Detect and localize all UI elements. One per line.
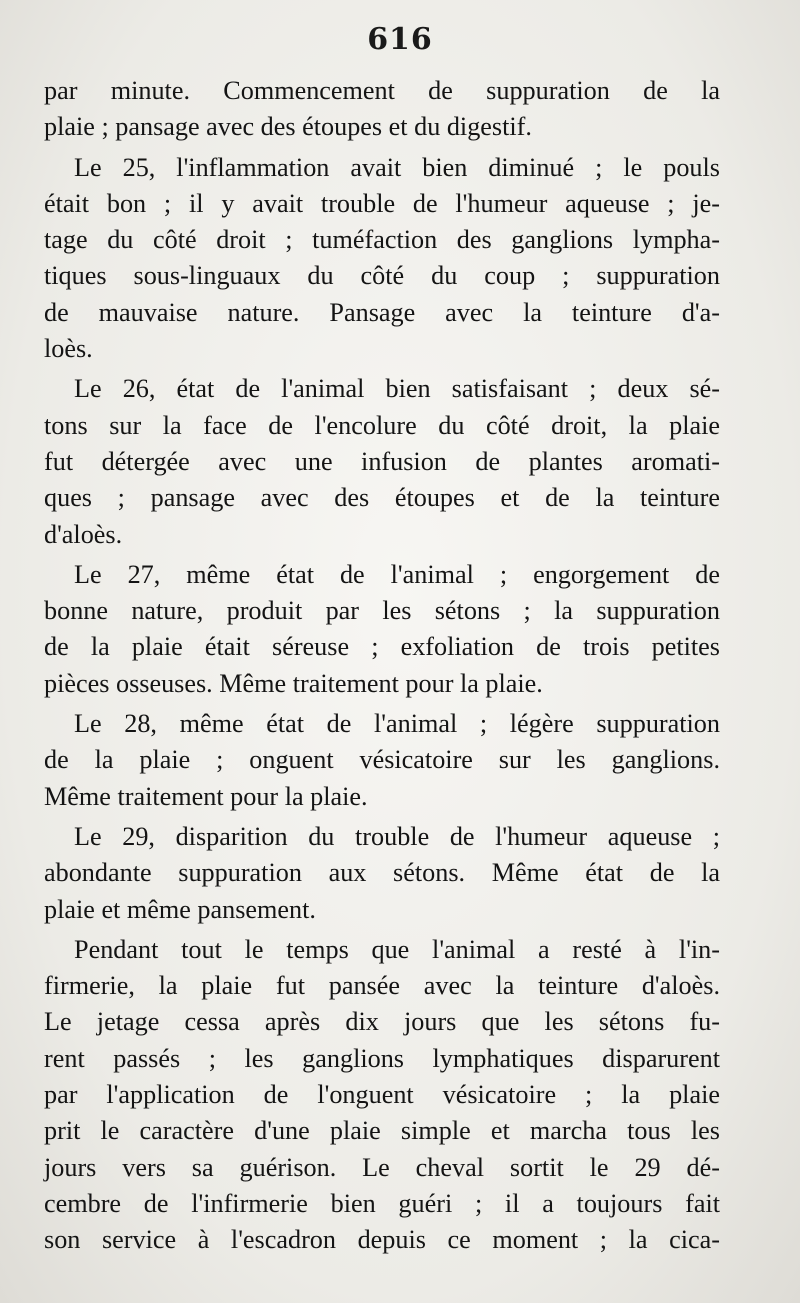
paragraph (44, 932, 720, 1259)
body-text (44, 73, 720, 1259)
text-line: cembre de l'infirmerie bien guéri ; il a toujours fait (44, 1188, 720, 1218)
text-line: loès. (44, 334, 93, 364)
text-line: tons sur la face de l'encolure du côté droit, la plaie (44, 410, 720, 440)
text-line: firmerie, la plaie fut pansée avec la teinture d'aloès. (44, 971, 720, 1001)
paragraph (44, 706, 720, 815)
page-number: 616 (367, 22, 433, 57)
text-line: de la plaie ; onguent vésicatoire sur les ganglions. (44, 745, 720, 775)
text-line: plaie ; pansage avec des étoupes et du digestif. (44, 112, 532, 142)
text-line: par minute. Commencement de suppuration de la (44, 76, 720, 105)
text-line: Le jetage cessa après dix jours que les sétons fu- (44, 1007, 720, 1037)
text-line: son service à l'escadron depuis ce moment ; la cica- (44, 1225, 720, 1255)
text-line: pièces osseuses. Même traitement pour la plaie. (44, 668, 543, 698)
text-line: Le 25, l'inflammation avait bien diminué ; le pouls (74, 152, 720, 182)
text-line: Même traitement pour la plaie. (44, 781, 368, 811)
paragraph (44, 371, 720, 552)
text-line: fut détergée avec une infusion de plantes aromati- (44, 446, 720, 476)
text-line: Le 29, disparition du trouble de l'humeur aqueuse ; (74, 821, 720, 851)
text-line: ques ; pansage avec des étoupes et de la teinture (44, 483, 720, 513)
text-line: plaie et même pansement. (44, 894, 316, 924)
paragraph (44, 819, 720, 928)
text-line: tage du côté droit ; tuméfaction des ganglions lympha- (44, 225, 720, 255)
text-line: par l'application de l'onguent vésicatoire ; la plaie (44, 1080, 720, 1110)
paragraph (44, 150, 720, 368)
text-line: de mauvaise nature. Pansage avec la teinture d'a- (44, 297, 720, 327)
text-line: jours vers sa guérison. Le cheval sortit le 29 dé- (44, 1152, 720, 1182)
text-line: était bon ; il y avait trouble de l'humeur aqueuse ; je- (44, 188, 720, 218)
text-line: d'aloès. (44, 519, 123, 549)
paragraph (44, 557, 720, 702)
text-line: prit le caractère d'une plaie simple et marcha tous les (44, 1116, 720, 1146)
text-line: de la plaie était séreuse ; exfoliation de trois petites (44, 632, 720, 662)
paragraph (44, 73, 720, 146)
text-line: bonne nature, produit par les sétons ; la suppuration (44, 596, 720, 626)
text-line: Le 26, état de l'animal bien satisfaisant ; deux sé- (74, 374, 720, 404)
text-line: tiques sous-linguaux du côté du coup ; suppuration (44, 261, 720, 291)
text-line: Pendant tout le temps que l'animal a resté à l'in- (74, 934, 720, 964)
text-line: rent passés ; les ganglions lymphatiques disparurent (44, 1043, 720, 1073)
text-line: Le 27, même état de l'animal ; engorgement de (74, 559, 720, 589)
text-line: Le 28, même état de l'animal ; légère suppuration (74, 709, 720, 739)
text-line: abondante suppuration aux sétons. Même état de la (44, 858, 720, 888)
